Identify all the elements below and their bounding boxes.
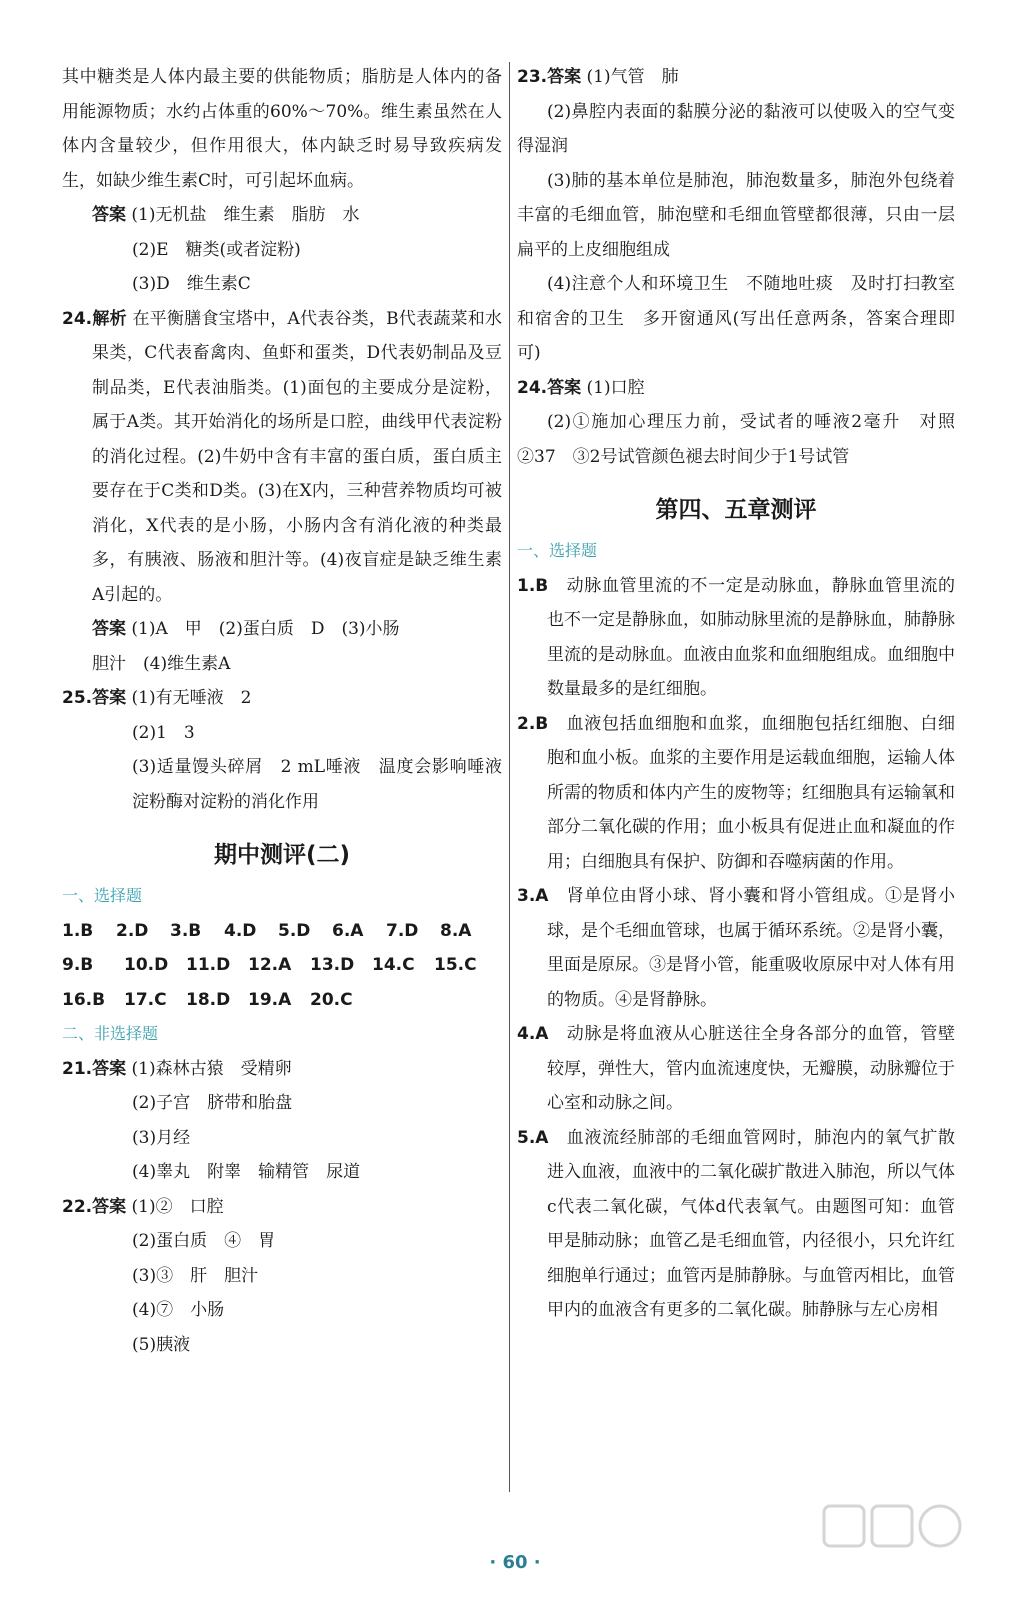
answer-25-line3: (3)适量馒头碎屑 2 mL唾液 温度会影响唾液淀粉酶对淀粉的消化作用: [132, 757, 502, 812]
section-heading-chapter: 第四、五章测评: [655, 497, 817, 523]
choice-explanation: [517, 707, 955, 880]
answer-label: 答案: [547, 377, 582, 398]
watermark-logo: [818, 1500, 1008, 1590]
question-number: 23.: [517, 67, 548, 87]
answer-25-line1: [62, 681, 502, 716]
choice-explanations: [517, 569, 955, 1328]
answer-label: 答案: [92, 205, 126, 225]
choice-answer: 16.B: [62, 989, 106, 1010]
left-column: [62, 60, 502, 1362]
choice-answer: 13.D: [310, 955, 355, 975]
choice-answer: 18.D: [186, 989, 231, 1010]
question-number: 3.A: [517, 886, 567, 906]
column-divider: [509, 62, 510, 1492]
question-number: 24.: [62, 308, 93, 329]
explanation-text: 肾单位由肾小球、肾小囊和肾小管组成。①是肾小球，是个毛细血管球，也属于循环系统。②是肾小囊，里面是原尿。③是肾小管，能重吸收原尿中对人体有用的物质。④是肾静脉。: [547, 886, 955, 1010]
right-column: [517, 60, 972, 1328]
explanation-text: 血液流经肺部的毛细血管网时，肺泡内的氧气扩散进入血液，血液中的二氧化碳扩散进入肺泡，所以气体c代表二氧化碳，气体d代表氧气。由题图可知：血管甲是肺动脉；血管乙是毛细血管，内径很小，只允许红细胞单行通过；血管丙是肺静脉。与血管丙相比，血管甲内的血液含有更多的二氧化碳。肺静脉与左心房相: [547, 1127, 955, 1320]
answer-22-line2: (2)蛋白质 ④ 胃: [132, 1231, 276, 1251]
answer-label: 答案: [92, 1196, 127, 1217]
choice-answer: 10.D: [124, 955, 169, 975]
question-number: 2.B: [517, 713, 567, 734]
answer-22-line5: (5)胰液: [132, 1334, 191, 1355]
answer-text: (1)口腔: [586, 377, 645, 398]
section-label-nonchoice: 二、非选择题: [62, 1024, 159, 1043]
answer-22-line3: (3)③ 肝 胆汁: [132, 1265, 259, 1286]
choice-explanation: [517, 1017, 955, 1121]
choice-answer: 3.B: [170, 920, 202, 941]
answer-label: 答案: [92, 688, 127, 708]
question-number: 21.: [62, 1058, 93, 1079]
choice-answer: 14.C: [372, 955, 415, 975]
multiple-choice-answers: [62, 914, 502, 1018]
section-heading-midterm: 期中测评(二): [213, 842, 351, 868]
section-label-choice: 一、选择题: [62, 886, 143, 905]
answer-23-right-line1: [517, 60, 955, 95]
page-number: · 60 ·: [489, 1552, 541, 1573]
choice-answer: 9.B: [62, 955, 94, 975]
question-24-analysis: [62, 302, 502, 613]
answer-24-line2: 胆汁 (4)维生素A: [92, 653, 231, 674]
answer-text: (1)有无唾液 2: [131, 688, 252, 708]
answer-21-line4: (4)睾丸 附睾 输精管 尿道: [132, 1162, 361, 1182]
choice-answer: 8.A: [440, 920, 472, 941]
answer-23-line3: (3)D 维生素C: [132, 274, 251, 294]
choice-answer: 5.D: [278, 920, 311, 941]
answer-label: 答案: [92, 1058, 127, 1079]
answer-21-line2: (2)子宫 脐带和胎盘: [132, 1093, 293, 1113]
section-label-choice-right: 一、选择题: [517, 541, 598, 560]
analysis-text: 在平衡膳食宝塔中，A代表谷类，B代表蔬菜和水果类，C代表畜禽肉、鱼虾和蛋类，D代表奶制品及豆制品类，E代表油脂类。(1)面包的主要成分是淀粉，属于A类。其开始消化的场所是口腔，曲线甲代表淀粉的消化过程。(2)牛奶中含有丰富的蛋白质，蛋白质主要存在于C类和D类。(3)在X内，三种营养物质均可被消化，X代表的是小肠，小肠内含有消化液的种类最多，有胰液、肠液和胆汁等。(4)夜盲症是缺乏维生素A引起的。: [92, 308, 502, 605]
answer-25-line2: (2)1 3: [132, 722, 195, 743]
answer-21-line3: (3)月经: [132, 1127, 191, 1148]
analysis-label: 解析: [92, 308, 127, 329]
answer-text: (1)② 口腔: [131, 1196, 224, 1217]
choice-answer: 4.D: [224, 920, 257, 941]
choice-answer-row: [62, 983, 502, 1018]
answer-text: (1)无机盐 维生素 脂肪 水: [131, 205, 360, 225]
answer-23-line1: [62, 198, 502, 233]
answer-23-line2: (2)E 糖类(或者淀粉): [132, 239, 301, 260]
choice-answer: 6.A: [332, 920, 364, 941]
answer-22-line4: (4)⑦ 小肠: [132, 1300, 225, 1320]
answer-label: 答案: [92, 619, 126, 639]
question-number: 24.: [517, 377, 548, 398]
answer-label: 答案: [547, 67, 582, 87]
question-number: 25.: [62, 688, 93, 708]
choice-answer-row: [62, 948, 502, 983]
choice-answer: 19.A: [248, 989, 292, 1010]
question-number: 5.A: [517, 1127, 567, 1148]
answer-21-line1: [62, 1052, 502, 1087]
intro-paragraph: 其中糖类是人体内最主要的供能物质；脂肪是人体内的备用能源物质；水约占体重的60%～70%。维生素虽然在人体内含量较少，但作用很大，体内缺乏时易导致疾病发生，如缺少维生素C时，可引起坏血病。: [62, 67, 502, 191]
answer-23-right-part4: (4)注意个人和环境卫生 不随地吐痰 及时打扫教室和宿舍的卫生 多开窗通风(写出任意两条，答案合理即可): [517, 274, 955, 363]
explanation-text: 动脉血管里流的不一定是动脉血，静脉血管里流的也不一定是静脉血，如肺动脉里流的是静脉血，肺静脉里流的是动脉血。血液由血浆和血细胞组成。血细胞中数量最多的是红细胞。: [547, 575, 956, 699]
answer-24-line1: [62, 612, 502, 647]
explanation-text: 血液包括血细胞和血浆，血细胞包括红细胞、白细胞和血小板。血浆的主要作用是运载血细胞，运输人体所需的物质和体内产生的废物等；红细胞具有运输氧和部分二氧化碳的作用；血小板具有促进止血和凝血的作用；白细胞具有保护、防御和吞噬病菌的作用。: [547, 713, 956, 872]
choice-answer: 1.B: [62, 920, 94, 941]
answer-22-line1: [62, 1190, 502, 1225]
answer-text: (1)森林古猿 受精卵: [131, 1058, 292, 1079]
choice-answer: 11.D: [186, 955, 231, 975]
choice-explanation: [517, 879, 955, 1017]
choice-answer: 7.D: [386, 920, 419, 941]
choice-explanation: [517, 1121, 955, 1328]
answer-text: (1)A 甲 (2)蛋白质 D (3)小肠: [131, 619, 400, 639]
answer-23-right-part2: (2)鼻腔内表面的黏膜分泌的黏液可以使吸入的空气变得湿润: [517, 101, 955, 156]
explanation-text: 动脉是将血液从心脏送往全身各部分的血管，管壁较厚，弹性大，管内血流速度快，无瓣膜，动脉瓣位于心室和动脉之间。: [547, 1024, 955, 1113]
answer-24-right-part2: (2)①施加心理压力前，受试者的唾液2毫升 对照 ②37 ③2号试管颜色褪去时间少于1号试管: [517, 412, 972, 467]
answer-24-right-line1: [517, 371, 955, 406]
question-number: 1.B: [517, 575, 567, 596]
choice-answer-row: [62, 914, 502, 949]
choice-answer: 12.A: [248, 955, 292, 975]
question-number: 4.A: [517, 1024, 567, 1044]
choice-answer: 17.C: [124, 989, 167, 1010]
question-number: 22.: [62, 1196, 93, 1217]
choice-answer: 15.C: [434, 955, 477, 975]
answer-text: (1)气管 肺: [586, 67, 679, 87]
choice-explanation: [517, 569, 955, 707]
choice-answer: 2.D: [116, 920, 149, 941]
choice-answer: 20.C: [310, 989, 353, 1010]
answer-23-right-part3: (3)肺的基本单位是肺泡，肺泡数量多，肺泡外包绕着丰富的毛细血管，肺泡壁和毛细血管壁都很薄，只由一层扁平的上皮细胞组成: [517, 170, 955, 260]
